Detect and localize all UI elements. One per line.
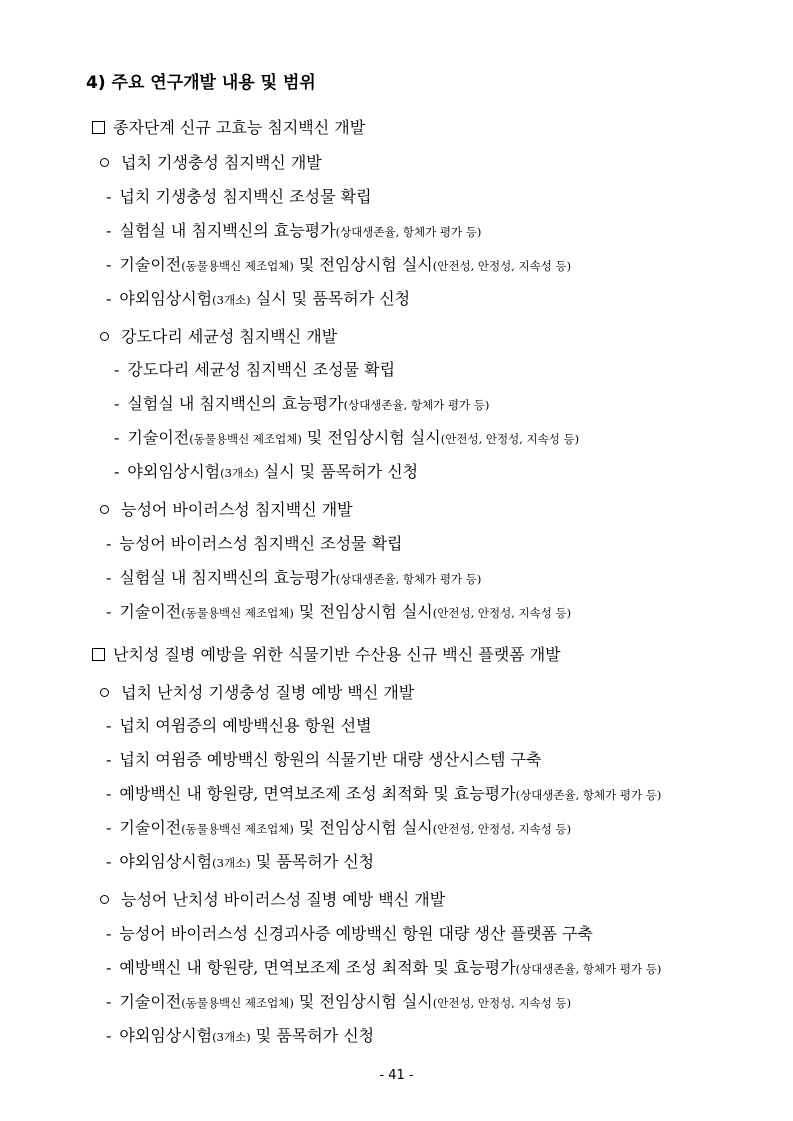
dash-bullet-icon: - xyxy=(106,784,112,803)
item-text: 야외임상시험 xyxy=(119,1026,213,1045)
list-item xyxy=(106,187,372,207)
item-note: (동물용백신 제조업체) xyxy=(189,432,302,446)
list-item xyxy=(100,153,322,173)
dash-bullet-icon: - xyxy=(106,852,112,871)
list-item xyxy=(114,360,395,380)
item-note: (동물용백신 제조업체) xyxy=(181,996,294,1010)
item-text: 야외임상시험 xyxy=(119,289,213,308)
list-item xyxy=(106,818,571,839)
item-note-continued: (안전성, 안정성, 지속성 등) xyxy=(440,432,580,446)
item-text: 능성어 바이러스성 침지백신 개발 xyxy=(121,500,353,519)
dash-bullet-icon: - xyxy=(106,568,112,587)
square-bullet-icon xyxy=(92,648,105,661)
dash-bullet-icon: - xyxy=(106,716,112,735)
dash-bullet-icon: - xyxy=(114,360,120,379)
dash-bullet-icon: - xyxy=(106,924,112,943)
list-item xyxy=(100,327,337,347)
item-text: 넙치 기생충성 침지백신 개발 xyxy=(121,153,322,172)
item-text: 야외임상시험 xyxy=(119,852,213,871)
list-item xyxy=(106,852,374,873)
item-text: 기술이전 xyxy=(119,602,182,621)
list-item xyxy=(92,645,561,665)
item-text-continued: 및 품목허가 신청 xyxy=(250,852,375,871)
item-note: (동물용백신 제조업체) xyxy=(181,822,294,836)
list-item xyxy=(106,289,410,310)
dash-bullet-icon: - xyxy=(106,992,112,1011)
dash-bullet-icon: - xyxy=(106,750,112,769)
item-text: 실험실 내 침지백신의 효능평가 xyxy=(119,221,336,240)
item-note: (상대생존율, 항체가 평가 등) xyxy=(335,572,482,586)
item-text-continued: 및 전임상시험 실시 xyxy=(293,992,433,1011)
list-item xyxy=(106,221,481,242)
circle-bullet-icon xyxy=(100,505,109,514)
item-text-continued: 및 전임상시험 실시 xyxy=(293,255,433,274)
item-text-continued: 및 전임상시험 실시 xyxy=(293,818,433,837)
item-text: 종자단계 신규 고효능 침지백신 개발 xyxy=(113,118,366,137)
dash-bullet-icon: - xyxy=(114,394,120,413)
item-note: (3개소) xyxy=(212,856,251,870)
item-text: 넙치 여윔증의 예방백신용 항원 선별 xyxy=(119,716,372,735)
item-text: 넙치 기생충성 침지백신 조성물 확립 xyxy=(119,187,372,206)
dash-bullet-icon: - xyxy=(106,1026,112,1045)
item-text: 예방백신 내 항원량, 면역보조제 조성 최적화 및 효능평가 xyxy=(119,958,516,977)
item-text: 강도다리 세균성 침지백신 개발 xyxy=(121,327,338,346)
list-item xyxy=(100,890,445,910)
item-note: (상대생존율, 항체가 평가 등) xyxy=(343,398,490,412)
list-item xyxy=(106,784,661,805)
list-item xyxy=(106,568,481,589)
list-item xyxy=(106,602,571,623)
dash-bullet-icon: - xyxy=(106,602,112,621)
item-text: 기술이전 xyxy=(119,255,182,274)
item-text-continued: 실시 및 품목허가 신청 xyxy=(258,462,419,481)
list-item xyxy=(106,716,372,736)
item-text-continued: 실시 및 품목허가 신청 xyxy=(250,289,411,308)
item-note-continued: (안전성, 안정성, 지속성 등) xyxy=(432,259,572,273)
dash-bullet-icon: - xyxy=(106,221,112,240)
item-note: (동물용백신 제조업체) xyxy=(181,259,294,273)
item-text: 실험실 내 침지백신의 효능평가 xyxy=(119,568,336,587)
item-text: 기술이전 xyxy=(127,428,190,447)
item-note-continued: (안전성, 안정성, 지속성 등) xyxy=(432,606,572,620)
item-text: 기술이전 xyxy=(119,818,182,837)
page-number: - 41 - xyxy=(379,1068,414,1083)
item-text: 강도다리 세균성 침지백신 조성물 확립 xyxy=(127,360,396,379)
item-text: 넙치 여윔증 예방백신 항원의 식물기반 대량 생산시스템 구축 xyxy=(119,750,542,769)
dash-bullet-icon: - xyxy=(114,462,120,481)
list-item xyxy=(106,958,661,979)
list-item xyxy=(106,255,571,276)
dash-bullet-icon: - xyxy=(106,534,112,553)
item-note: (상대생존율, 항체가 평가 등) xyxy=(515,962,662,976)
dash-bullet-icon: - xyxy=(106,187,112,206)
list-item xyxy=(100,500,353,520)
item-text: 능성어 바이러스성 신경괴사증 예방백신 항원 대량 생산 플랫폼 구축 xyxy=(119,924,593,943)
item-text-continued: 및 전임상시험 실시 xyxy=(301,428,441,447)
list-item xyxy=(106,750,541,770)
item-note-continued: (안전성, 안정성, 지속성 등) xyxy=(432,822,572,836)
item-note: (3개소) xyxy=(212,293,251,307)
item-text-continued: 및 품목허가 신청 xyxy=(250,1026,375,1045)
item-text: 능성어 바이러스성 침지백신 조성물 확립 xyxy=(119,534,403,553)
item-text-continued: 및 전임상시험 실시 xyxy=(293,602,433,621)
list-item xyxy=(114,428,579,449)
item-text: 넙치 난치성 기생충성 질병 예방 백신 개발 xyxy=(121,683,415,702)
circle-bullet-icon xyxy=(100,895,109,904)
item-text: 야외임상시험 xyxy=(127,462,221,481)
circle-bullet-icon xyxy=(100,688,109,697)
list-item xyxy=(114,394,489,415)
circle-bullet-icon xyxy=(100,158,109,167)
item-note: (상대생존율, 항체가 평가 등) xyxy=(335,225,482,239)
item-text: 난치성 질병 예방을 위한 식물기반 수산용 신규 백신 플랫폼 개발 xyxy=(113,645,561,664)
list-item xyxy=(106,1026,374,1047)
dash-bullet-icon: - xyxy=(114,428,120,447)
list-item xyxy=(106,924,593,944)
item-text: 실험실 내 침지백신의 효능평가 xyxy=(127,394,344,413)
item-note: (동물용백신 제조업체) xyxy=(181,606,294,620)
dash-bullet-icon: - xyxy=(106,289,112,308)
list-item xyxy=(92,118,365,138)
list-item xyxy=(114,462,418,483)
circle-bullet-icon xyxy=(100,332,109,341)
item-note-continued: (안전성, 안정성, 지속성 등) xyxy=(432,996,572,1010)
item-text: 예방백신 내 항원량, 면역보조제 조성 최적화 및 효능평가 xyxy=(119,784,516,803)
section-title: 4) 주요 연구개발 내용 및 범위 xyxy=(86,73,316,93)
item-text: 능성어 난치성 바이러스성 질병 예방 백신 개발 xyxy=(121,890,446,909)
item-note: (3개소) xyxy=(212,1030,251,1044)
dash-bullet-icon: - xyxy=(106,958,112,977)
item-note: (상대생존율, 항체가 평가 등) xyxy=(515,788,662,802)
item-note: (3개소) xyxy=(220,466,259,480)
list-item xyxy=(106,534,403,554)
dash-bullet-icon: - xyxy=(106,255,112,274)
list-item xyxy=(106,992,571,1013)
list-item xyxy=(100,683,414,703)
item-text: 기술이전 xyxy=(119,992,182,1011)
dash-bullet-icon: - xyxy=(106,818,112,837)
square-bullet-icon xyxy=(92,121,105,134)
